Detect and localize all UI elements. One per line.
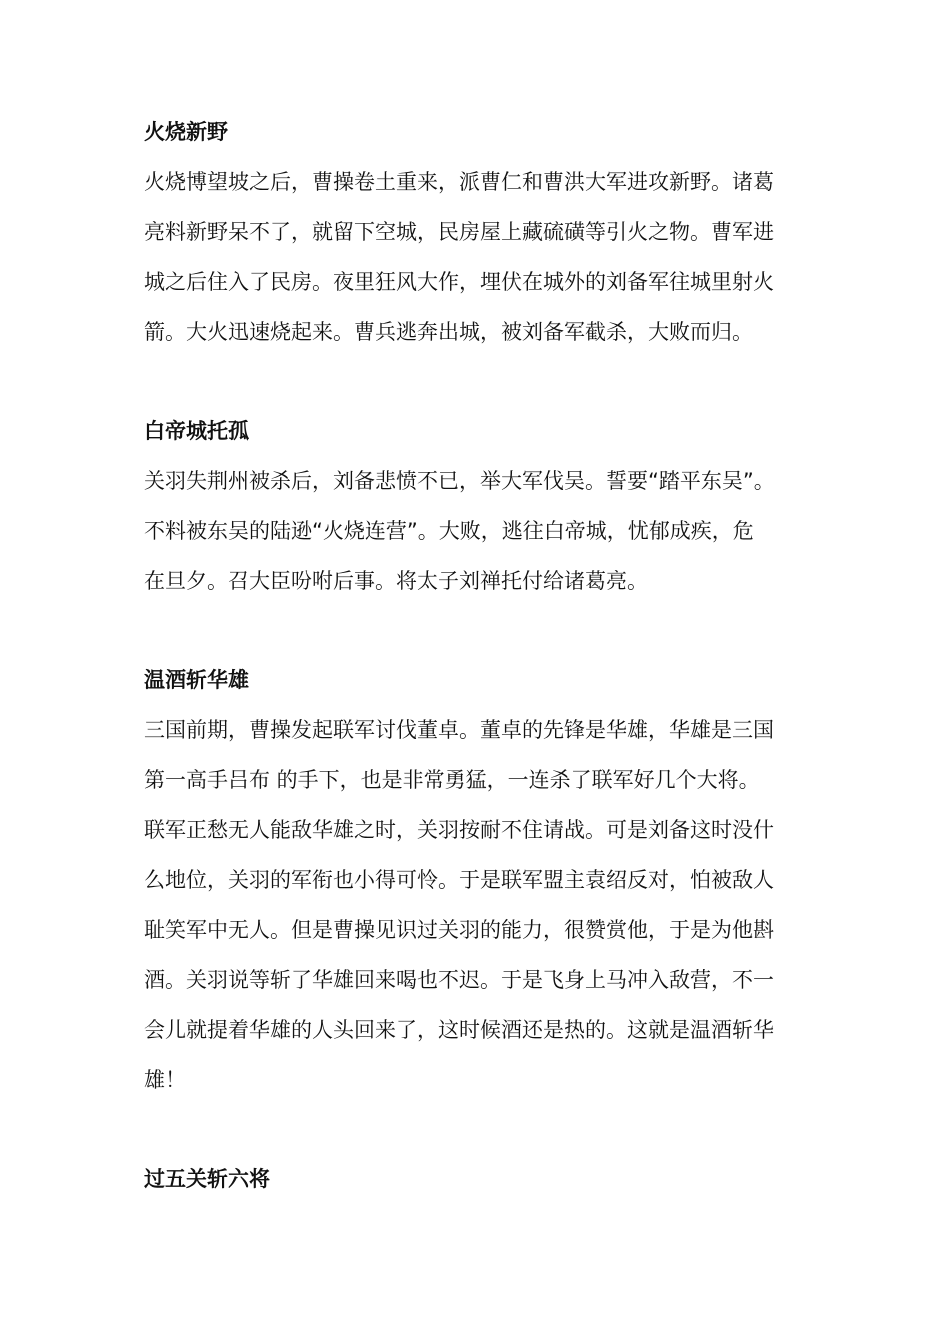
paragraph-line: 么地位，关羽的军衔也小得可怜。于是联军盟主袁绍反对，怕被敌人 [144,868,774,892]
paragraph-line: 三国前期，曹操发起联军讨伐董卓。董卓的先锋是华雄，华雄是三国 [144,718,774,742]
paragraph-line: 耻笑军中无人。但是曹操见识过关羽的能力，很赞赏他，于是为他斟 [144,918,774,942]
paragraph-line: 第一高手吕布 的手下，也是非常勇猛，一连杀了联军好几个大将。 [144,768,760,792]
paragraph-line: 亮料新野呆不了，就留下空城，民房屋上藏硫磺等引火之物。曹军进 [144,220,774,244]
paragraph-line: 联军正愁无人能敌华雄之时，关羽按耐不住请战。可是刘备这时没什 [144,818,774,842]
paragraph-line: 火烧博望坡之后，曹操卷土重来，派曹仁和曹洪大军进攻新野。诸葛 [144,170,774,194]
section-title: 火烧新野 [144,120,228,144]
paragraph-line: 关羽失荆州被杀后，刘备悲愤不已，举大军伐吴。誓要“踏平东吴”。 [144,469,775,493]
paragraph-line: 城之后住入了民房。夜里狂风大作，埋伏在城外的刘备军往城里射火 [144,270,774,294]
paragraph-line: 不料被东吴的陆逊“火烧连营”。大败，逃往白帝城，忧郁成疾，危 [144,519,754,543]
paragraph-line: 箭。大火迅速烧起来。曹兵逃奔出城，被刘备军截杀，大败而归。 [144,320,753,344]
paragraph-line: 雄！ [144,1068,186,1092]
paragraph-line: 在旦夕。召大臣吩咐后事。将太子刘禅托付给诸葛亮。 [144,569,648,593]
section-title: 过五关斩六将 [144,1167,270,1191]
section-title: 白帝城托孤 [144,419,249,443]
section-title: 温酒斩华雄 [144,668,249,692]
paragraph-line: 会儿就提着华雄的人头回来了，这时候酒还是热的。这就是温酒斩华 [144,1018,774,1042]
paragraph-line: 酒。关羽说等斩了华雄回来喝也不迟。于是飞身上马冲入敌营，不一 [144,968,774,992]
